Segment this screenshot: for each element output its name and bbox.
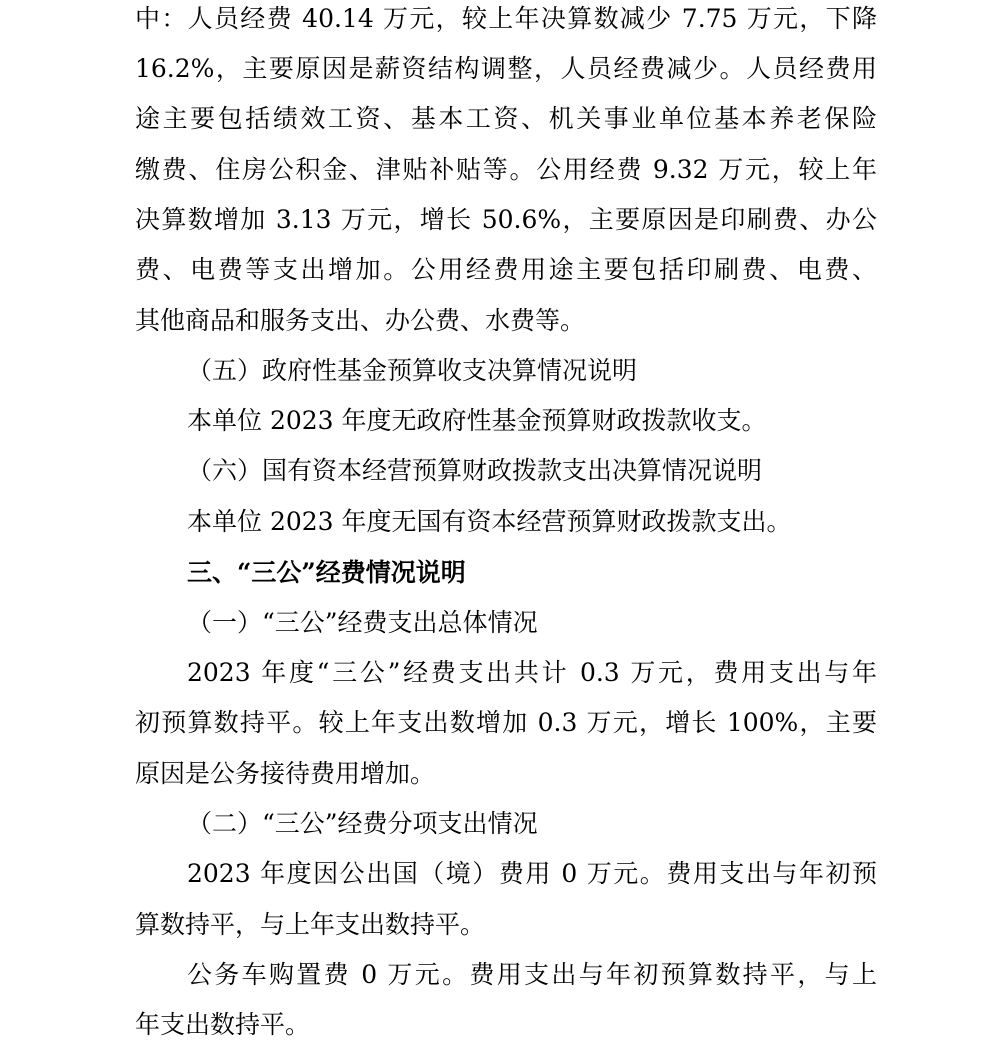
paragraph-line: 原因是公务接待费用增加。 bbox=[135, 759, 436, 788]
section-heading-three-public: 三、“三公”经费情况说明 bbox=[187, 558, 466, 587]
paragraph-line: 算数持平，与上年支出数持平。 bbox=[135, 910, 486, 939]
paragraph-line: 本单位 2023 年度无国有资本经营预算财政拨款支出。 bbox=[187, 507, 792, 536]
paragraph-line: 其他商品和服务支出、办公费、水费等。 bbox=[135, 306, 586, 335]
paragraph-line: 决算数增加 3.13 万元，增长 50.6%，主要原因是印刷费、办公 bbox=[135, 205, 877, 234]
section-heading-6: （六）国有资本经营预算财政拨款支出决算情况说明 bbox=[187, 456, 763, 485]
paragraph-line: 缴费、住房公积金、津贴补贴等。公用经费 9.32 万元，较上年 bbox=[135, 155, 877, 184]
paragraph-line: 16.2%，主要原因是薪资结构调整，人员经费减少。人员经费用 bbox=[135, 54, 877, 83]
subsection-heading-2: （二）“三公”经费分项支出情况 bbox=[187, 809, 538, 838]
paragraph-line: 初预算数持平。较上年支出数增加 0.3 万元，增长 100%，主要 bbox=[135, 708, 877, 737]
paragraph-line: 途主要包括绩效工资、基本工资、机关事业单位基本养老保险 bbox=[135, 104, 877, 133]
paragraph-line: 公务车购置费 0 万元。费用支出与年初预算数持平，与上 bbox=[187, 960, 877, 989]
paragraph-line: 2023 年度“三公”经费支出共计 0.3 万元，费用支出与年 bbox=[187, 658, 877, 687]
section-heading-5: （五）政府性基金预算收支决算情况说明 bbox=[187, 356, 638, 385]
paragraph-line: 2023 年度因公出国（境）费用 0 万元。费用支出与年初预 bbox=[187, 859, 877, 888]
subsection-heading-1: （一）“三公”经费支出总体情况 bbox=[187, 608, 538, 637]
paragraph-line: 费、电费等支出增加。公用经费用途主要包括印刷费、电费、 bbox=[135, 255, 877, 284]
paragraph-line: 本单位 2023 年度无政府性基金预算财政拨款收支。 bbox=[187, 406, 767, 435]
paragraph-line: 中：人员经费 40.14 万元，较上年决算数减少 7.75 万元，下降 bbox=[135, 4, 877, 33]
paragraph-line: 年支出数持平。 bbox=[135, 1010, 311, 1039]
